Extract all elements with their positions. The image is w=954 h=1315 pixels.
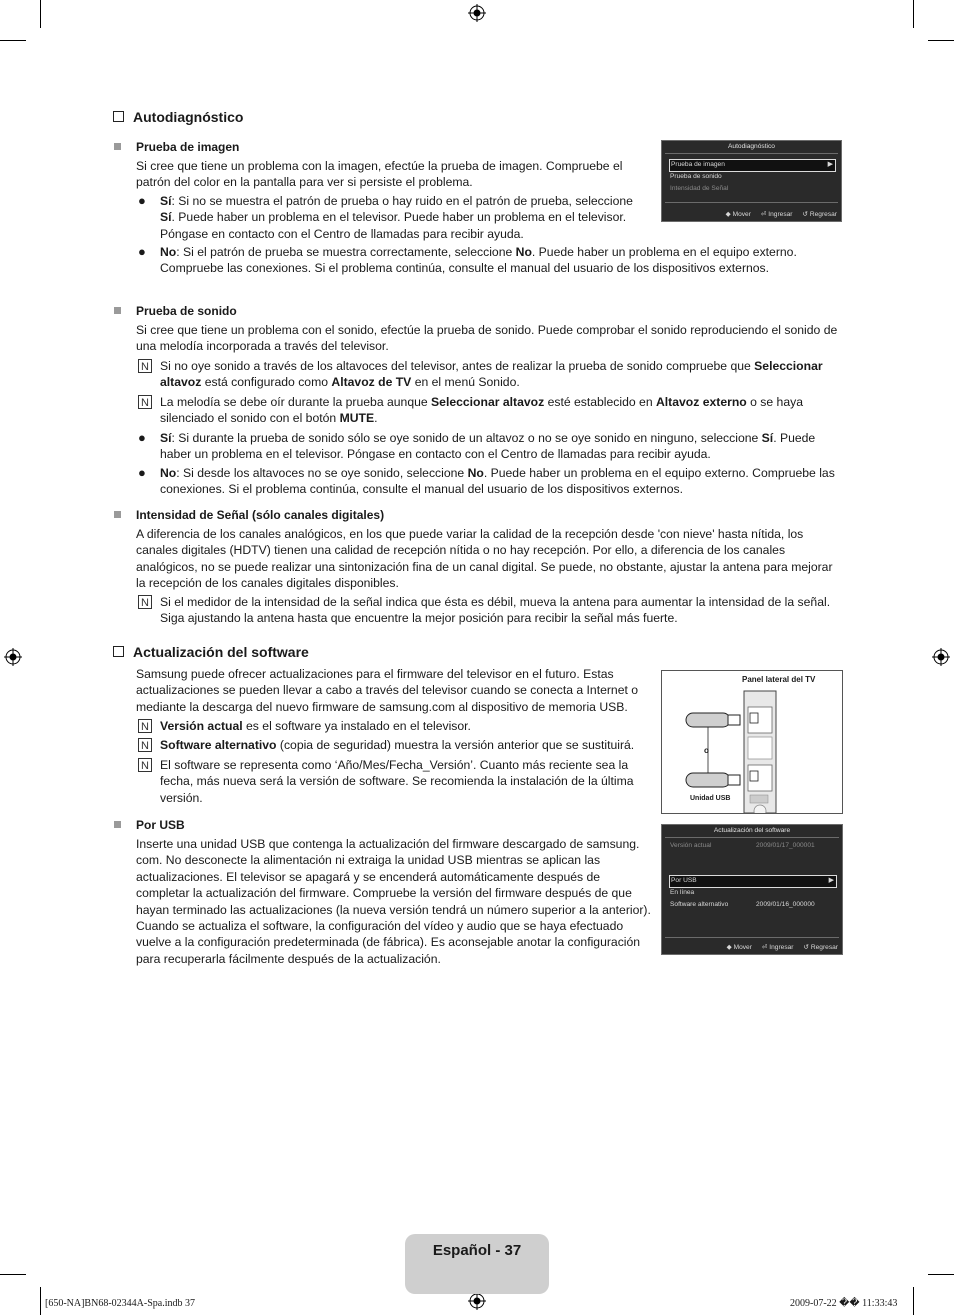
enter-icon: ⏎	[760, 211, 767, 218]
bullet-dot-icon: ●	[138, 193, 146, 208]
bullet-dot-icon: ●	[138, 244, 146, 259]
enter-icon: ⏎	[761, 944, 768, 951]
osd-divider	[665, 202, 838, 203]
triangle-right-icon: ▶	[827, 161, 833, 168]
osd-self-diagnosis	[661, 140, 842, 222]
square-bullet-icon	[114, 143, 121, 150]
move-icon: ◆	[725, 211, 731, 218]
crop-mark	[928, 40, 954, 41]
svg-text:N: N	[141, 397, 149, 409]
crop-mark	[913, 1287, 914, 1315]
note-icon	[138, 395, 152, 409]
note-icon	[138, 719, 152, 733]
page-number: Español - 37	[432, 1242, 522, 1259]
svg-text:N: N	[141, 597, 149, 609]
picture-test-no: ● No: Si el patrón de prueba se muestra correctamente, seleccione No. Puede haber un problema en el equipo externo. Compruebe las conexiones. Si el problema continúa, consulte el manual del usuario de los dispositivos externos.	[138, 244, 797, 276]
signal-strength-intro: A diferencia de los canales analógicos, en los que puede variar la calidad de la recepción desde 'con nieve' hasta nítida, los canales digitales (HDTV) tienen una calidad de recepción nítida o no hay recepción. Por ello, a diferencia de los canales analógicos, no se puede realizar una sintonización fina de un canal digital. Se puede, no obstante, ajustar la antena para mejorar la recepción de los canales digitales disponibles.	[136, 527, 833, 591]
subheading-sound-test: Prueba de sonido	[136, 303, 237, 319]
checkbox-square-icon	[113, 646, 124, 657]
bullet-dot-icon: ●	[138, 465, 146, 480]
osd-item-sound-test[interactable]: Prueba de sonido	[670, 173, 722, 180]
page-number-tab	[405, 1234, 549, 1294]
software-update-note-1: N Versión actual es el software ya instalado en el televisor.	[160, 718, 640, 734]
svg-text:N: N	[141, 721, 149, 733]
registration-mark-icon	[932, 648, 950, 666]
sound-test-no: ● No: Si desde los altavoces no se oye sonido, seleccione No. Puede haber un problema en el equipo externo. Compruebe las conexiones. Si el problema continúa, consulte el manual del usuario de los dispositivos externos.	[138, 465, 835, 497]
osd-title: Actualización del software	[713, 827, 791, 834]
crop-mark	[913, 0, 914, 28]
osd-divider	[665, 837, 839, 838]
signal-strength-note: N Si el medidor de la intensidad de la señal indica que ésta es débil, mueva la antena para aumentar la intensidad de la señal. Siga ajustando la antena hasta que encuentre la mejor posición para recibir la señal más fuerte.	[160, 594, 840, 627]
note-icon	[138, 359, 152, 373]
registration-mark-icon	[4, 648, 22, 666]
crop-mark	[40, 1287, 41, 1315]
osd-software-update	[661, 824, 843, 955]
print-file-info: [650-NA]BN68-02344A-Spa.indb 37	[45, 1298, 195, 1309]
section-title-autodiagnostico: Autodiagnóstico	[113, 109, 243, 125]
section-title-software-update: Actualización del software	[113, 644, 309, 660]
osd-item-online[interactable]: En línea	[670, 889, 695, 896]
subheading-by-usb: Por USB	[136, 817, 185, 833]
note-icon	[138, 595, 152, 609]
crop-mark	[928, 1274, 954, 1275]
panel-label: Panel lateral del TV	[742, 675, 816, 684]
print-timestamp: 2009-07-22 �� 11:33:43	[790, 1298, 898, 1309]
usb-connection-diagram	[661, 670, 843, 814]
osd-current-version: Versión actual 2009/01/17_000001	[670, 842, 815, 849]
svg-text:N: N	[141, 740, 149, 752]
software-update-intro: Samsung puede ofrecer actualizaciones para el firmware del televisor en el futuro. Estas actualizaciones se pueden llevar a cabo a través del televisor cuando se conecta a Internet o mediante la descarga del nuevo firmware de samsung.com al dispositivo de memoria USB.	[136, 667, 639, 714]
osd-divider	[665, 937, 839, 938]
svg-text:N: N	[141, 760, 149, 772]
crop-mark	[0, 40, 26, 41]
osd-item-picture-test[interactable]: Prueba de imagen ▶	[669, 159, 836, 172]
osd-item-by-usb[interactable]: Por USB ▶	[669, 875, 837, 888]
picture-test-yes: ● Sí: Si no se muestra el patrón de prueba o hay ruido en el patrón de prueba, seleccione Sí. Puede haber un problema en el televisor. Puede haber un problema en el televisor. Póngase en contacto con el Centro de llamadas para recibir ayuda.	[138, 193, 633, 241]
sound-test-intro: Si cree que tiene un problema con el sonido, efectúe la prueba de sonido. Puede comprobar el sonido reproduciendo el sonido de una melodía incorporada a través del televisor.	[136, 323, 838, 354]
osd-item-signal: Intensidad de Señal	[670, 185, 729, 192]
sound-test-note-1: N Si no oye sonido a través de los altavoces del televisor, antes de realizar la prueba de sonido compruebe que Seleccionar altavoz está configurado como Altavoz de TV en el menú Sonido.	[160, 358, 840, 391]
square-bullet-icon	[114, 307, 121, 314]
or-label: o	[704, 746, 709, 755]
crop-mark	[40, 0, 41, 28]
osd-divider	[665, 153, 838, 154]
registration-mark-icon	[468, 1292, 486, 1310]
square-bullet-icon	[114, 821, 121, 828]
return-icon: ↺	[802, 211, 809, 218]
return-icon: ↺	[803, 944, 810, 951]
software-update-note-3: N El software se representa como ‘Año/Mes/Fecha_Versión’. Cuanto más reciente sea la fecha, más nueva será la versión de software. Se recomienda la instalación de la última versión.	[160, 757, 640, 806]
osd-title: Autodiagnóstico	[728, 143, 775, 150]
svg-text:N: N	[141, 361, 149, 373]
usb-drive-label: Unidad USB	[690, 795, 731, 802]
software-update-note-2: N Software alternativo (copia de seguridad) muestra la versión anterior que se sustituirá.	[160, 737, 640, 753]
move-icon: ◆	[726, 944, 732, 951]
triangle-right-icon: ▶	[828, 877, 834, 884]
osd-footer: ◆ Mover ⏎ Ingresar ↺ Regresar	[725, 211, 837, 218]
usb-illustration	[662, 671, 842, 813]
subheading-signal-strength: Intensidad de Señal (sólo canales digitales)	[136, 507, 384, 523]
note-icon	[138, 758, 152, 772]
checkbox-square-icon	[113, 111, 124, 122]
crop-mark	[0, 1274, 26, 1275]
note-icon	[138, 738, 152, 752]
subheading-picture-test: Prueba de imagen	[136, 139, 239, 155]
square-bullet-icon	[114, 511, 121, 518]
osd-item-alternative-software[interactable]: Software alternativo 2009/01/16_000000	[670, 901, 815, 908]
picture-test-intro: Si cree que tiene un problema con la imagen, efectúe la prueba de imagen. Compruebe el patrón del color en la pantalla para ver si persiste el problema.	[136, 159, 623, 190]
bullet-dot-icon: ●	[138, 430, 146, 445]
by-usb-text: Inserte una unidad USB que contenga la actualización del firmware descargado de samsung. com. No desconecte la alimentación ni extraiga la unidad USB mientras se aplican las actualizaciones. El televisor se apagará y se encenderá automáticamente después de completar la actualización del firmware. Compruebe la versión del firmware después de que hayan terminado las actualizaciones (la nueva versión tendrá un número superior a la anterior). Cuando se actualiza el software, la configuración del vídeo y audio que se haya efectuado vuelve a la configuración predeterminada (de fábrica). Es aconsejable anotar la configuración para recuperarla fácilmente después de la actualización.	[136, 837, 651, 966]
sound-test-yes: ● Sí: Si durante la prueba de sonido sólo se oye sonido de un altavoz o no se oye sonido en ninguno, seleccione Sí. Puede haber un problema en el televisor. Póngase en contacto con el Centro de llamadas para recibir ayuda.	[138, 430, 816, 462]
registration-mark-icon	[468, 4, 486, 22]
sound-test-note-2: N La melodía se debe oír durante la prueba aunque Seleccionar altavoz esté establecido en Altavoz externo o se haya silenciado el sonido con el botón MUTE.	[160, 394, 840, 427]
osd-footer: ◆ Mover ⏎ Ingresar ↺ Regresar	[726, 944, 838, 951]
